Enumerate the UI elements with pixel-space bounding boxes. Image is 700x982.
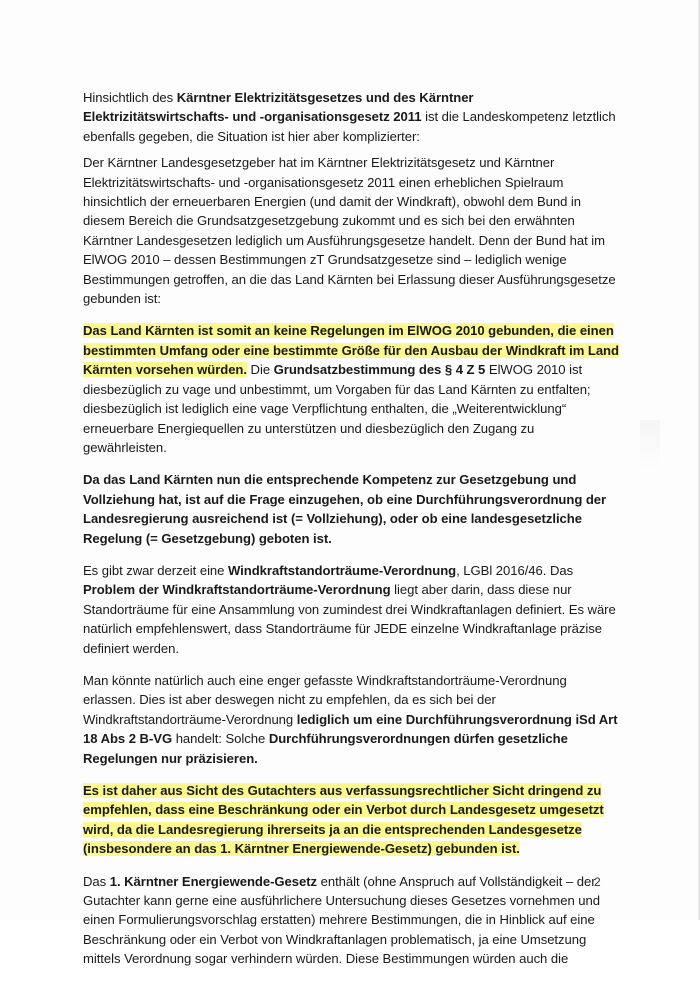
text-segment-bold: Kärntner Elektrizitätsgesetzes und des Kärntner Elektrizitätswirtschafts- und -organisationsgesetz 2011	[83, 90, 474, 125]
text-segment: Es gibt zwar derzeit eine	[83, 562, 228, 578]
text-segment: , LGBl 2016/46. Das	[456, 562, 574, 578]
text-segment: liegt aber darin, dass diese nur Standorträume für eine Ansammlung von zumindest drei Windkraftanlagen definiert. Es wäre natürlich empfehlenswert, dass Standorträume für JEDE einzelne Windkraftanlage präzise definiert werden.	[83, 582, 616, 656]
text-segment: Die	[246, 362, 274, 378]
paragraph-empfehlung	[83, 781, 619, 859]
highlighted-text: Das Land Kärnten ist somit an keine Regelungen im ElWOG 2010 gebunden, die einen bestimmten Umfang oder eine bestimmte Größe für den Ausbau der Windkraft im Land Kärnten vorsehen würden.	[83, 323, 619, 378]
text-segment-bold: lediglich um eine Durchführungsverordnung iSd Art 18 Abs 2 B-VG	[83, 711, 618, 747]
scan-artifact	[640, 420, 660, 470]
paragraph-kompetenz-frage	[83, 470, 619, 548]
highlighted-text: Es ist daher aus Sicht des Gutachters aus verfassungsrechtlicher Sicht dringend zu empfehlen, dass eine Beschränkung oder ein Verbot durch Landesgesetz umgesetzt wird, da die Landesregierung ihrerseits ja an die entsprechenden Landesgesetze (insbesondere an das 1. Kärntner Energiewende-Gesetz) gebunden ist.	[83, 783, 604, 857]
paragraph-spielraum	[83, 153, 619, 308]
text-segment: ist die Landeskompetenz letztlich ebenfalls gegeben, die Situation ist hier aber komplizierter:	[83, 109, 616, 144]
text-segment-bold: Problem der Windkraftstandorträume-Verordnung	[83, 582, 391, 598]
text-segment: Der Kärntner Landesgesetzgeber hat im Kärntner Elektrizitätsgesetz und Kärntner Elektrizitätswirtschafts- und -organisationsgesetz 2011 einen erheblichen Spielraum hinsichtlich der erneuerbaren Energien (und damit der Windkraft), obwohl dem Bund in diesem Bereich die Grundsatzgesetzgebung zukommt und es sich bei den erwähnten Kärntner Landesgesetzen lediglich um Ausführungsgesetze handelt. Denn der Bund hat im ElWOG 2010 – dessen Bestimmungen zT Grundsatzgesetze sind – lediglich wenige Bestimmungen getroffen, an die das Land Kärnten bei Erlassung dieser Ausführungsgesetze gebunden ist:	[83, 155, 616, 307]
paragraph-energiewende	[83, 872, 619, 969]
text-segment: ElWOG 2010 ist diesbezüglich zu vage und unbestimmt, um Vorgaben für das Land Kärnten zu entfalten; diesbezüglich ist lediglich eine vage Verpflichtung enthalten, die „Weiterentwicklung“ erneuerbare Energiequellen zu unterstützen und diesbezüglich den Zugang zu gewährleisten.	[83, 362, 591, 455]
paragraph-keine-regelungen	[83, 321, 619, 457]
text-segment: Man könnte natürlich auch eine enger gefasste Windkraftstandorträume-Verordnung erlassen. Dies ist aber deswegen nicht zu empfehlen, da es sich bei der Windkraftstandorträume-Verordnung	[83, 672, 567, 727]
text-segment: Das	[83, 873, 110, 889]
page-number: 2	[594, 875, 601, 889]
text-segment: enthält (ohne Anspruch auf Vollständigkeit – der Gutachter kann gerne eine ausführlichere Untersuchung dieses Gesetzes vornehmen und einen Formulierungsvorschlag erstatten) mehrere Bestimmungen, die in Hinblick auf eine Beschränkung oder ein Verbot von Windkraftanlagen problematisch, ja eine Umsetzung mittels Verordnung sogar verhindern würden. Diese Bestimmungen würden auch die	[83, 873, 601, 967]
text-segment-bold: Da das Land Kärnten nun die entsprechende Kompetenz zur Gesetzgebung und Vollziehung hat, ist auf die Frage einzugehen, ob eine Durchführungsverordnung der Landesregierung ausreichend ist (= Vollziehung), oder ob eine landesgesetzliche Regelung (= Gesetzgebung) geboten ist.	[83, 472, 607, 546]
text-segment-bold: Durchführungsverordnungen dürfen gesetzliche Regelungen nur präzisieren.	[83, 731, 568, 766]
text-segment-bold: 1. Kärntner Energiewende-Gesetz	[109, 873, 318, 889]
text-segment-bold: Windkraftstandorträume-Verordnung	[227, 562, 457, 578]
text-segment: Hinsichtlich des	[83, 90, 177, 105]
text-segment-bold: Grundsatzbestimmung des § 4 Z 5	[273, 362, 486, 378]
document-body	[83, 88, 619, 982]
paragraph-landeskompetenz	[83, 88, 619, 146]
paragraph-verordnung	[83, 561, 619, 658]
text-segment: handelt: Solche	[172, 731, 269, 747]
paragraph-enger-gefasst	[83, 671, 619, 768]
